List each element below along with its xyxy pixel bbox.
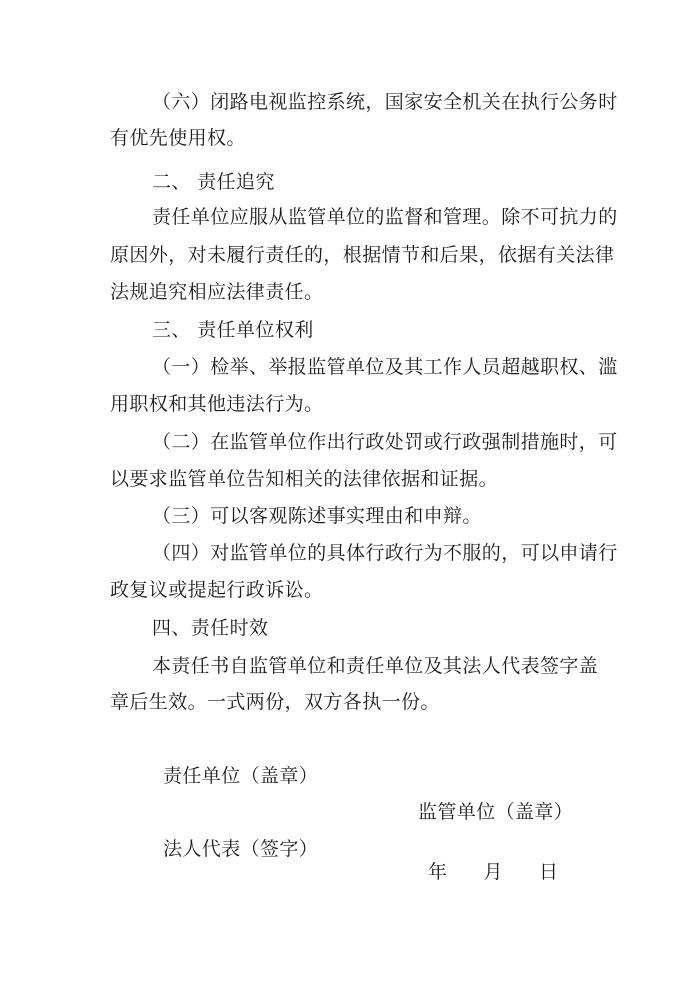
date-line xyxy=(428,860,558,884)
paragraph-line: 政复议或提起行政诉讼。 xyxy=(110,579,324,601)
responsible-unit-seal-label: 责任单位（盖章） xyxy=(163,765,319,787)
paragraph-line: （六）闭路电视监控系统，国家安全机关在执行公务时 xyxy=(152,91,618,113)
paragraph-line: 以要求监管单位告知相关的法律依据和证据。 xyxy=(110,468,499,490)
year-label: 年 xyxy=(428,861,448,883)
paragraph-line: 本责任书自监管单位和责任单位及其法人代表签字盖 xyxy=(152,655,599,677)
section-heading: 三、 责任单位权利 xyxy=(152,319,314,341)
section-heading: 二、 责任追究 xyxy=(152,171,275,193)
paragraph-line: 有优先使用权。 xyxy=(110,127,246,149)
paragraph-line: （一）检举、举报监管单位及其工作人员超越职权、滥 xyxy=(152,356,618,378)
month-label: 月 xyxy=(483,861,503,883)
paragraph-line: 用职权和其他违法行为。 xyxy=(110,393,324,415)
legal-rep-signature-label: 法人代表（签字） xyxy=(163,838,319,860)
supervising-unit-seal-label: 监管单位（盖章） xyxy=(418,801,574,823)
section-heading: 四、责任时效 xyxy=(152,617,269,639)
paragraph-line: 责任单位应服从监管单位的监督和管理。除不可抗力的 xyxy=(152,206,618,228)
paragraph-line: 章后生效。一式两份，双方各执一份。 xyxy=(110,691,440,713)
paragraph-line: （二）在监管单位作出行政处罚或行政强制措施时，可 xyxy=(152,431,618,453)
paragraph-line: （四）对监管单位的具体行政行为不服的，可以申请行 xyxy=(152,542,618,564)
paragraph-line: 原因外，对未履行责任的，根据情节和后果，依据有关法律 xyxy=(110,244,615,266)
paragraph-line: 法规追究相应法律责任。 xyxy=(110,281,324,303)
day-label: 日 xyxy=(538,861,558,883)
paragraph-line: （三）可以客观陈述事实理由和申辩。 xyxy=(152,505,482,527)
